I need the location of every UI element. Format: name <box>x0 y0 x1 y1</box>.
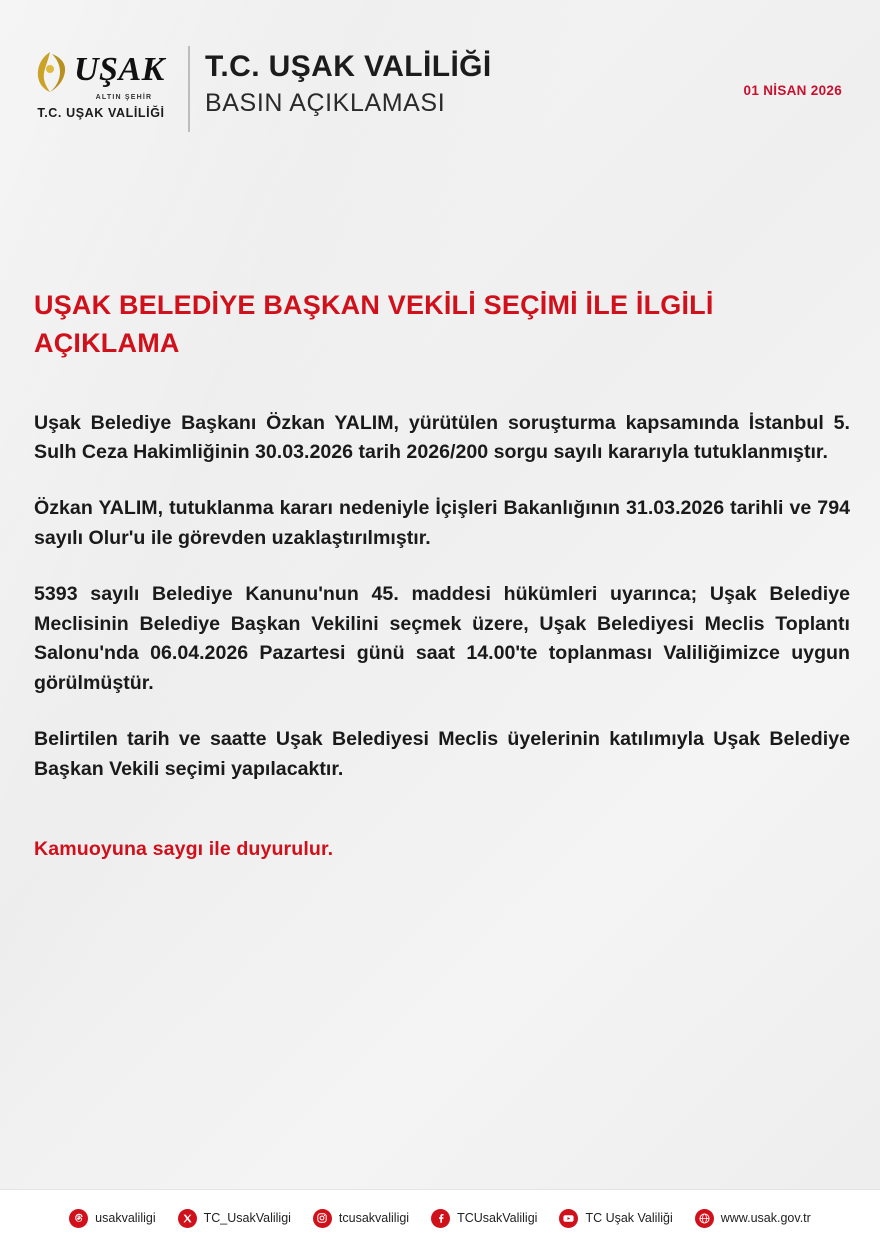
publication-date: 01 NİSAN 2026 <box>743 83 842 98</box>
instagram-icon <box>313 1209 332 1228</box>
social-link-x[interactable] <box>178 1209 291 1228</box>
x-twitter-icon <box>178 1209 197 1228</box>
logo-row <box>30 46 172 98</box>
logo-wordmark: UŞAK <box>74 51 165 88</box>
paragraph-2: Özkan YALIM, tutuklanma kararı nedeniyle İçişleri Bakanlığının 31.03.2026 tarihli ve 794 sayılı Olur'u ile görevden uzaklaştırılmıştır. <box>34 497 850 549</box>
threads-icon <box>69 1209 88 1228</box>
header-title: T.C. UŞAK VALİLİĞİ <box>205 50 492 83</box>
social-link-instagram[interactable] <box>313 1209 409 1228</box>
paragraph-4: Belirtilen tarih ve saatte Uşak Belediyesi Meclis üyelerinin katılımıyla Uşak Belediye Başkan Vekili seçimi yapılacaktır. <box>34 727 850 780</box>
website-label: www.usak.gov.tr <box>720 1211 811 1225</box>
document-body <box>34 286 850 861</box>
website-link[interactable] <box>695 1209 811 1228</box>
logo-block <box>30 46 190 132</box>
social-label-youtube: TC Uşak Valiliği <box>585 1211 673 1225</box>
social-link-youtube[interactable] <box>559 1209 672 1228</box>
social-label-instagram: tcusakvaliligi <box>338 1211 410 1225</box>
document-header <box>0 46 880 142</box>
header-subtitle: BASIN AÇIKLAMASI <box>205 89 446 117</box>
logo-subtitle: T.C. UŞAK VALİLİĞİ <box>37 106 165 120</box>
usak-emblem-icon <box>30 49 70 95</box>
social-link-facebook[interactable] <box>431 1209 537 1228</box>
header-title-block <box>205 50 492 118</box>
paragraph-3: 5393 sayılı Belediye Kanunu'nun 45. maddesi hükümleri uyarınca; Uşak Belediye Meclisinin Belediye Başkan Vekilini seçmek üzere, Uşak Belediyesi Meclis Toplantı Salonu'nda 06.04.2026 Pazartesi günü saat 14.00'te toplanması Valiliğimizce uygun görülmüştür. <box>34 582 850 695</box>
closing-statement: Kamuoyuna saygı ile duyurulur. <box>34 838 334 861</box>
social-link-threads[interactable] <box>69 1209 155 1228</box>
facebook-icon <box>431 1209 450 1228</box>
announcement-headline: UŞAK BELEDİYE BAŞKAN VEKİLİ SEÇİMİ İLE İLGİLİ AÇIKLAMA <box>34 290 714 359</box>
footer-social-bar <box>0 1189 880 1246</box>
paragraph-1: Uşak Belediye Başkanı Özkan YALIM, yürütülen soruşturma kapsamında İstanbul 5. Sulh Ceza Hakimliğinin 30.03.2026 tarih 2026/200 sorgu sayılı kararıyla tutuklanmıştır. <box>34 411 850 464</box>
youtube-icon <box>559 1209 578 1228</box>
globe-icon <box>695 1209 714 1228</box>
social-label-threads: usakvaliligi <box>95 1211 156 1225</box>
social-label-x: TC_UsakValiligi <box>203 1211 291 1225</box>
social-label-facebook: TCUsakValiligi <box>457 1211 538 1225</box>
logo-tagline: ALTIN ŞEHİR <box>95 94 153 101</box>
